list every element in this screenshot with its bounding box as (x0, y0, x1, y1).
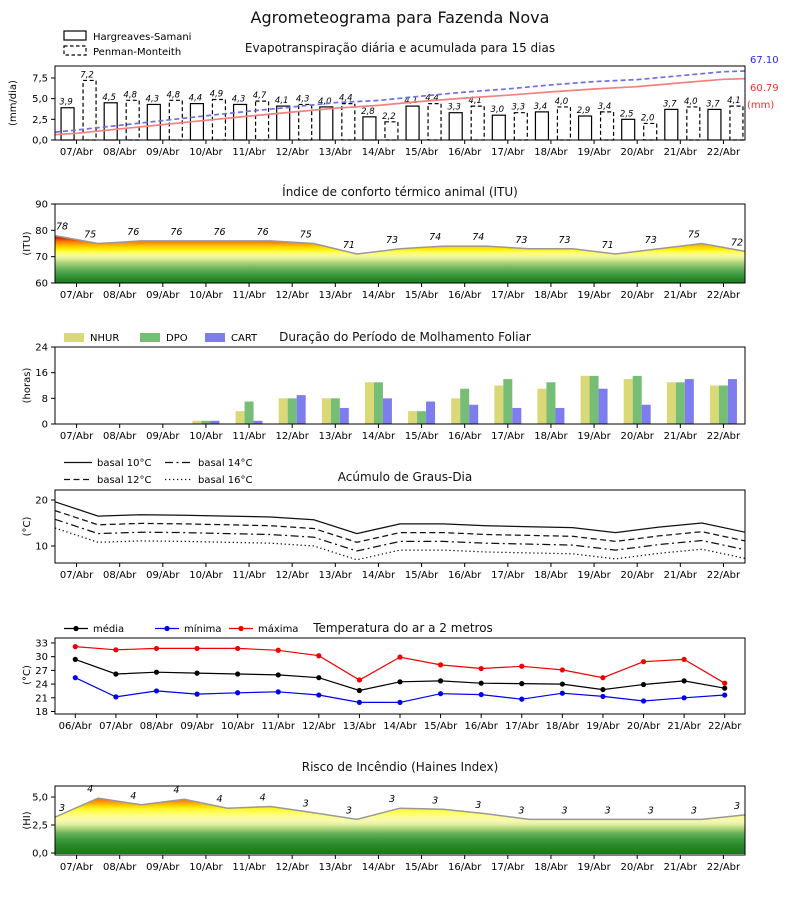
chart-title-molhamento: Duração do Período de Molhamento Foliar (279, 330, 531, 344)
chart-title-itu: Índice de conforto térmico animal (ITU) (282, 185, 518, 199)
svg-text:18/Abr: 18/Abr (534, 570, 568, 581)
svg-text:13/Abr: 13/Abr (318, 147, 353, 158)
svg-text:75: 75 (299, 229, 312, 241)
svg-text:4,3: 4,3 (231, 94, 246, 105)
page-title: Agrometeograma para Fazenda Nova (250, 8, 550, 27)
svg-text:3,3: 3,3 (447, 102, 461, 113)
svg-text:08/Abr: 08/Abr (102, 570, 137, 581)
svg-text:73: 73 (644, 234, 657, 246)
svg-text:5,0: 5,0 (32, 792, 48, 804)
svg-text:basal 10°C: basal 10°C (97, 458, 152, 469)
svg-text:3,4: 3,4 (597, 101, 612, 112)
svg-text:24: 24 (35, 342, 48, 354)
svg-text:76: 76 (127, 226, 140, 238)
svg-text:4,4: 4,4 (425, 93, 439, 104)
svg-text:basal 14°C: basal 14°C (198, 458, 253, 469)
svg-text:máxima: máxima (258, 624, 299, 635)
svg-text:17/Abr: 17/Abr (491, 570, 525, 581)
svg-text:17/Abr: 17/Abr (491, 862, 525, 873)
chart-title-graus-dia: Acúmulo de Graus-Dia (337, 470, 473, 484)
svg-text:14/Abr: 14/Abr (361, 862, 396, 873)
svg-text:2,9: 2,9 (576, 106, 591, 117)
svg-text:15/Abr: 15/Abr (404, 147, 439, 158)
svg-text:3,0: 3,0 (490, 105, 505, 116)
svg-text:09/Abr: 09/Abr (146, 570, 180, 581)
svg-text:14/Abr: 14/Abr (361, 570, 396, 581)
svg-text:18/Abr: 18/Abr (534, 147, 568, 158)
legend-molhamento (64, 333, 258, 344)
svg-text:4,1: 4,1 (274, 96, 289, 107)
svg-text:média: média (93, 624, 125, 635)
svg-text:22/Abr: 22/Abr (706, 862, 741, 873)
svg-text:11/Abr: 11/Abr (232, 431, 266, 442)
svg-text:3,9: 3,9 (59, 97, 73, 108)
svg-text:3,3: 3,3 (511, 102, 526, 113)
svg-text:4,5: 4,5 (102, 92, 116, 103)
svg-text:13/Abr: 13/Abr (318, 431, 353, 442)
svg-text:19/Abr: 19/Abr (577, 290, 611, 301)
svg-text:73: 73 (385, 234, 399, 246)
svg-text:4: 4 (259, 792, 266, 804)
evapotranspiration-chart (8, 31, 779, 158)
svg-text:22/Abr: 22/Abr (706, 570, 741, 581)
svg-text:10/Abr: 10/Abr (189, 862, 223, 873)
svg-text:3: 3 (604, 805, 611, 817)
svg-text:15/Abr: 15/Abr (404, 862, 439, 873)
svg-text:2,5: 2,5 (32, 820, 48, 832)
svg-text:09/Abr: 09/Abr (146, 147, 180, 158)
svg-text:07/Abr: 07/Abr (59, 147, 94, 158)
svg-text:07/Abr: 07/Abr (59, 862, 94, 873)
svg-text:76: 76 (256, 226, 269, 238)
svg-text:16/Abr: 16/Abr (464, 721, 498, 732)
svg-text:0,0: 0,0 (32, 135, 48, 147)
svg-text:17/Abr: 17/Abr (505, 721, 539, 732)
svg-text:18/Abr: 18/Abr (534, 431, 568, 442)
svg-text:7,2: 7,2 (80, 70, 94, 81)
svg-text:0: 0 (41, 419, 48, 431)
svg-text:08/Abr: 08/Abr (102, 862, 137, 873)
legend-temperatura (64, 623, 298, 635)
svg-text:74: 74 (472, 232, 485, 244)
svg-text:7,5: 7,5 (32, 73, 48, 85)
itu-chart (22, 200, 745, 301)
svg-text:78: 78 (55, 221, 69, 233)
svg-text:(°C): (°C) (22, 665, 33, 685)
svg-text:15/Abr: 15/Abr (404, 570, 439, 581)
svg-text:14/Abr: 14/Abr (383, 721, 417, 732)
svg-text:72: 72 (730, 237, 744, 249)
svg-text:4,1: 4,1 (727, 96, 741, 107)
svg-text:08/Abr: 08/Abr (139, 721, 174, 732)
svg-text:3: 3 (58, 803, 66, 815)
svg-text:4,0: 4,0 (554, 96, 569, 107)
svg-text:09/Abr: 09/Abr (146, 290, 180, 301)
svg-text:14/Abr: 14/Abr (361, 431, 396, 442)
svg-text:4,3: 4,3 (145, 94, 160, 105)
svg-text:3: 3 (302, 798, 309, 810)
svg-text:10/Abr: 10/Abr (189, 431, 223, 442)
svg-text:22/Abr: 22/Abr (706, 431, 741, 442)
svg-text:75: 75 (84, 229, 97, 241)
svg-text:60.79: 60.79 (750, 83, 779, 94)
svg-text:22/Abr: 22/Abr (706, 147, 741, 158)
svg-text:15/Abr: 15/Abr (404, 290, 439, 301)
svg-text:76: 76 (213, 226, 226, 238)
svg-text:21: 21 (35, 693, 48, 705)
svg-text:3,7: 3,7 (663, 99, 677, 110)
svg-text:07/Abr: 07/Abr (59, 431, 94, 442)
svg-text:4,4: 4,4 (339, 93, 353, 104)
svg-text:3: 3 (345, 805, 352, 817)
svg-text:22/Abr: 22/Abr (708, 721, 742, 732)
svg-text:16/Abr: 16/Abr (447, 290, 482, 301)
svg-text:(horas): (horas) (22, 367, 33, 404)
svg-text:12/Abr: 12/Abr (275, 147, 309, 158)
svg-text:08/Abr: 08/Abr (102, 431, 137, 442)
svg-text:15/Abr: 15/Abr (423, 721, 458, 732)
svg-text:21/Abr: 21/Abr (663, 862, 698, 873)
svg-text:09/Abr: 09/Abr (180, 721, 214, 732)
svg-text:12/Abr: 12/Abr (302, 721, 336, 732)
svg-text:20/Abr: 20/Abr (620, 570, 654, 581)
svg-text:70: 70 (35, 252, 48, 264)
svg-text:4,8: 4,8 (166, 90, 181, 101)
svg-text:3: 3 (388, 794, 396, 806)
svg-text:19/Abr: 19/Abr (577, 570, 611, 581)
svg-text:2,5: 2,5 (32, 114, 48, 126)
svg-text:3: 3 (733, 800, 741, 812)
svg-text:basal 12°C: basal 12°C (97, 475, 152, 486)
svg-text:4: 4 (216, 794, 223, 806)
svg-text:16: 16 (35, 368, 48, 380)
svg-text:30: 30 (35, 652, 48, 664)
svg-text:09/Abr: 09/Abr (146, 431, 180, 442)
svg-text:4: 4 (130, 790, 137, 802)
chart-title-evapotranspiration: Evapotranspiração diária e acumulada para 15 dias (244, 41, 556, 55)
svg-text:16/Abr: 16/Abr (447, 570, 482, 581)
svg-text:22/Abr: 22/Abr (706, 290, 741, 301)
svg-text:11/Abr: 11/Abr (261, 721, 295, 732)
temp-series-média (73, 657, 728, 693)
svg-text:24: 24 (35, 679, 48, 691)
svg-text:11/Abr: 11/Abr (232, 290, 266, 301)
svg-text:4,9: 4,9 (209, 89, 224, 100)
svg-text:10: 10 (35, 541, 48, 553)
svg-text:4,1: 4,1 (468, 96, 482, 107)
svg-text:4: 4 (173, 785, 180, 797)
svg-text:(HI): (HI) (22, 811, 33, 830)
molhamento-chart (22, 333, 745, 442)
svg-text:DPO: DPO (166, 333, 188, 344)
svg-text:16/Abr: 16/Abr (447, 431, 482, 442)
legend-graus-dia (64, 458, 252, 486)
svg-text:4,1: 4,1 (404, 96, 418, 107)
svg-text:13/Abr: 13/Abr (318, 570, 353, 581)
svg-text:14/Abr: 14/Abr (361, 147, 396, 158)
svg-text:Penman-Monteith: Penman-Monteith (93, 47, 182, 58)
svg-text:20/Abr: 20/Abr (620, 147, 654, 158)
svg-text:08/Abr: 08/Abr (102, 147, 137, 158)
svg-text:3: 3 (561, 805, 568, 817)
svg-text:20: 20 (35, 495, 48, 507)
svg-text:10/Abr: 10/Abr (189, 147, 223, 158)
svg-text:2,5: 2,5 (619, 109, 634, 120)
svg-text:(mm/dia): (mm/dia) (8, 80, 19, 126)
svg-text:4,8: 4,8 (123, 90, 137, 101)
svg-text:27: 27 (35, 665, 48, 677)
svg-text:5,0: 5,0 (32, 94, 48, 106)
svg-text:20/Abr: 20/Abr (626, 721, 661, 732)
svg-text:16/Abr: 16/Abr (447, 147, 482, 158)
svg-text:12/Abr: 12/Abr (275, 862, 309, 873)
svg-text:07/Abr: 07/Abr (99, 721, 133, 732)
svg-text:2,8: 2,8 (361, 106, 375, 117)
svg-text:21/Abr: 21/Abr (667, 721, 701, 732)
svg-text:3: 3 (690, 805, 697, 817)
svg-text:12/Abr: 12/Abr (275, 431, 309, 442)
svg-text:3: 3 (518, 805, 525, 817)
svg-text:mínima: mínima (184, 624, 222, 635)
svg-text:3,4: 3,4 (533, 101, 548, 112)
svg-text:71: 71 (601, 240, 614, 252)
svg-text:17/Abr: 17/Abr (491, 290, 525, 301)
svg-text:90: 90 (35, 199, 48, 211)
svg-text:13/Abr: 13/Abr (318, 862, 353, 873)
svg-text:14/Abr: 14/Abr (361, 290, 396, 301)
svg-text:08/Abr: 08/Abr (102, 290, 137, 301)
svg-text:20/Abr: 20/Abr (620, 290, 654, 301)
svg-text:10/Abr: 10/Abr (189, 290, 223, 301)
chart-title-haines: Risco de Incêndio (Haines Index) (301, 760, 499, 774)
svg-text:73: 73 (515, 234, 528, 246)
svg-text:06/Abr: 06/Abr (58, 721, 93, 732)
svg-text:76: 76 (170, 226, 183, 238)
svg-text:20/Abr: 20/Abr (620, 431, 654, 442)
svg-text:21/Abr: 21/Abr (663, 570, 698, 581)
svg-text:NHUR: NHUR (90, 333, 120, 344)
svg-text:3: 3 (432, 795, 439, 807)
svg-text:13/Abr: 13/Abr (342, 721, 377, 732)
svg-text:11/Abr: 11/Abr (232, 570, 266, 581)
temperatura-chart (22, 623, 745, 732)
svg-text:18/Abr: 18/Abr (545, 721, 580, 732)
svg-text:4,3: 4,3 (295, 94, 310, 105)
evapo-bars (59, 70, 743, 140)
svg-text:(ITU): (ITU) (22, 231, 33, 256)
chart-title-temperatura: Temperatura do ar a 2 metros (313, 621, 493, 635)
graus-dia-chart (22, 458, 745, 581)
svg-text:17/Abr: 17/Abr (491, 431, 525, 442)
svg-text:11/Abr: 11/Abr (232, 862, 266, 873)
svg-text:3: 3 (647, 805, 654, 817)
svg-text:basal 16°C: basal 16°C (198, 475, 253, 486)
svg-text:3,7: 3,7 (706, 99, 720, 110)
svg-text:10/Abr: 10/Abr (220, 721, 255, 732)
svg-text:12/Abr: 12/Abr (275, 290, 309, 301)
svg-text:73: 73 (558, 234, 571, 246)
svg-text:2,2: 2,2 (382, 111, 396, 122)
svg-text:33: 33 (35, 638, 48, 650)
svg-text:10/Abr: 10/Abr (189, 570, 223, 581)
svg-text:19/Abr: 19/Abr (577, 147, 611, 158)
svg-text:8: 8 (41, 393, 48, 405)
svg-text:4,4: 4,4 (188, 93, 203, 104)
svg-text:21/Abr: 21/Abr (663, 431, 698, 442)
svg-text:0,0: 0,0 (32, 848, 48, 860)
haines-chart (22, 784, 745, 873)
svg-text:11/Abr: 11/Abr (232, 147, 266, 158)
svg-text:21/Abr: 21/Abr (663, 290, 698, 301)
svg-text:CART: CART (231, 333, 258, 344)
svg-text:4,0: 4,0 (684, 96, 698, 107)
svg-text:12/Abr: 12/Abr (275, 570, 309, 581)
svg-text:74: 74 (429, 232, 442, 244)
svg-text:20/Abr: 20/Abr (620, 862, 654, 873)
svg-text:2,0: 2,0 (640, 113, 655, 124)
svg-text:71: 71 (342, 240, 355, 252)
svg-text:13/Abr: 13/Abr (318, 290, 353, 301)
svg-text:(°C): (°C) (22, 516, 33, 537)
svg-text:4,7: 4,7 (252, 91, 267, 102)
svg-text:4,0: 4,0 (318, 96, 332, 107)
svg-text:15/Abr: 15/Abr (404, 431, 439, 442)
svg-text:67.10: 67.10 (750, 55, 779, 66)
svg-text:18/Abr: 18/Abr (534, 862, 568, 873)
svg-text:4: 4 (87, 784, 94, 796)
svg-text:18: 18 (35, 707, 48, 718)
svg-text:09/Abr: 09/Abr (146, 862, 180, 873)
svg-text:3: 3 (475, 799, 482, 811)
svg-text:Hargreaves-Samani: Hargreaves-Samani (93, 32, 192, 43)
svg-text:17/Abr: 17/Abr (491, 147, 525, 158)
svg-text:80: 80 (35, 225, 48, 237)
svg-text:18/Abr: 18/Abr (534, 290, 568, 301)
legend-evapotranspiration (64, 31, 191, 58)
svg-text:(mm): (mm) (747, 100, 775, 111)
svg-text:75: 75 (687, 229, 700, 241)
svg-text:21/Abr: 21/Abr (663, 147, 698, 158)
svg-text:07/Abr: 07/Abr (59, 290, 94, 301)
svg-text:19/Abr: 19/Abr (586, 721, 620, 732)
svg-text:60: 60 (35, 278, 48, 290)
svg-text:07/Abr: 07/Abr (59, 570, 94, 581)
svg-text:16/Abr: 16/Abr (447, 862, 482, 873)
svg-text:19/Abr: 19/Abr (577, 862, 611, 873)
svg-text:19/Abr: 19/Abr (577, 431, 611, 442)
